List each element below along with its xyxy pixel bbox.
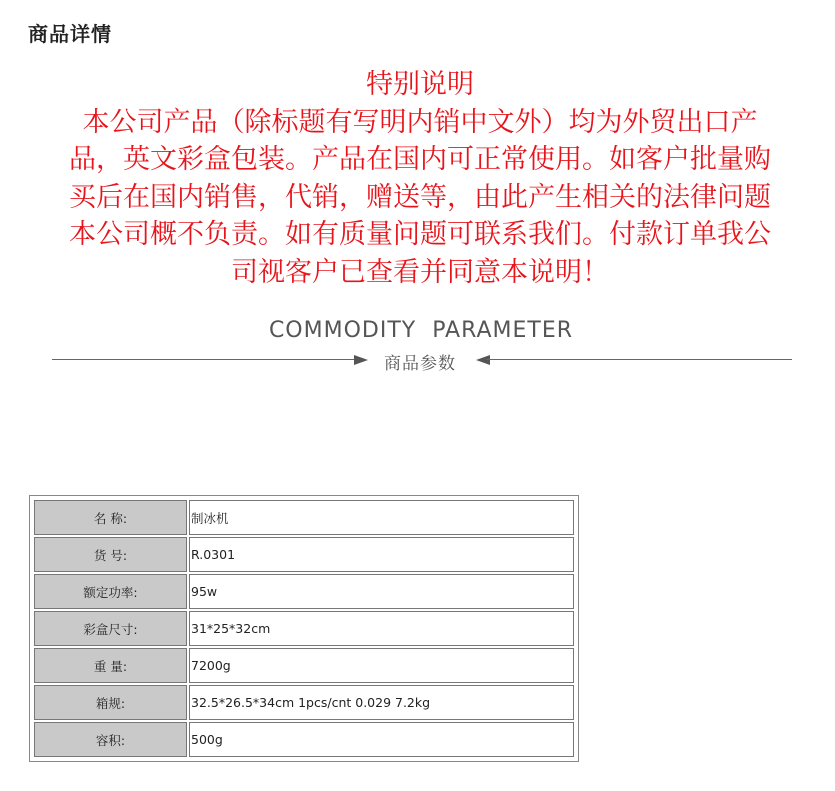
notice-line: 品，英文彩盒包装。产品在国内可正常使用。如客户批量购: [69, 144, 771, 175]
param-label: 箱规:: [34, 685, 187, 720]
param-label: 重 量:: [34, 648, 187, 683]
arrow-decoration-left-icon: [354, 355, 368, 365]
table-row: [34, 611, 574, 646]
notice-line: 本公司产品（除标题有写明内销中文外）均为外贸出口产: [82, 106, 758, 138]
param-label: 容积:: [34, 722, 187, 757]
param-label: 货 号:: [34, 537, 187, 572]
param-label: 名 称:: [34, 500, 187, 535]
param-value: R.0301: [189, 537, 574, 572]
parameter-table: [29, 495, 579, 762]
param-label: 额定功率:: [34, 574, 187, 609]
divider-line-left: [52, 359, 364, 360]
table-row: [34, 685, 574, 720]
param-value: 500g: [189, 722, 574, 757]
special-notice: [30, 66, 810, 291]
param-label: 彩盒尺寸:: [34, 611, 187, 646]
notice-line: 本公司概不负责。如有质量问题可联系我们。付款订单我公: [69, 219, 771, 250]
param-value: 7200g: [189, 648, 574, 683]
param-value: 制冰机: [189, 500, 574, 535]
param-value: 32.5*26.5*34cm 1pcs/cnt 0.029 7.2kg: [189, 685, 574, 720]
table-row: [34, 537, 574, 572]
table-row: [34, 574, 574, 609]
divider-line-right: [486, 359, 792, 360]
arrow-decoration-right-icon: [476, 355, 490, 365]
notice-line: 买后在国内销售，代销，赠送等，由此产生相关的法律问题: [69, 181, 771, 213]
notice-line: 司视客户已查看并同意本说明！: [231, 256, 609, 288]
table-row: [34, 648, 574, 683]
section-title: 商品详情: [28, 22, 112, 46]
parameter-header-chinese: 商品参数: [384, 354, 456, 374]
parameter-header-english: COMMODITY PARAMETER: [268, 318, 574, 343]
param-value: 95w: [189, 574, 574, 609]
table-row: [34, 500, 574, 535]
param-value: 31*25*32cm: [189, 611, 574, 646]
table-row: [34, 722, 574, 757]
notice-heading: 特别说明: [366, 69, 474, 100]
